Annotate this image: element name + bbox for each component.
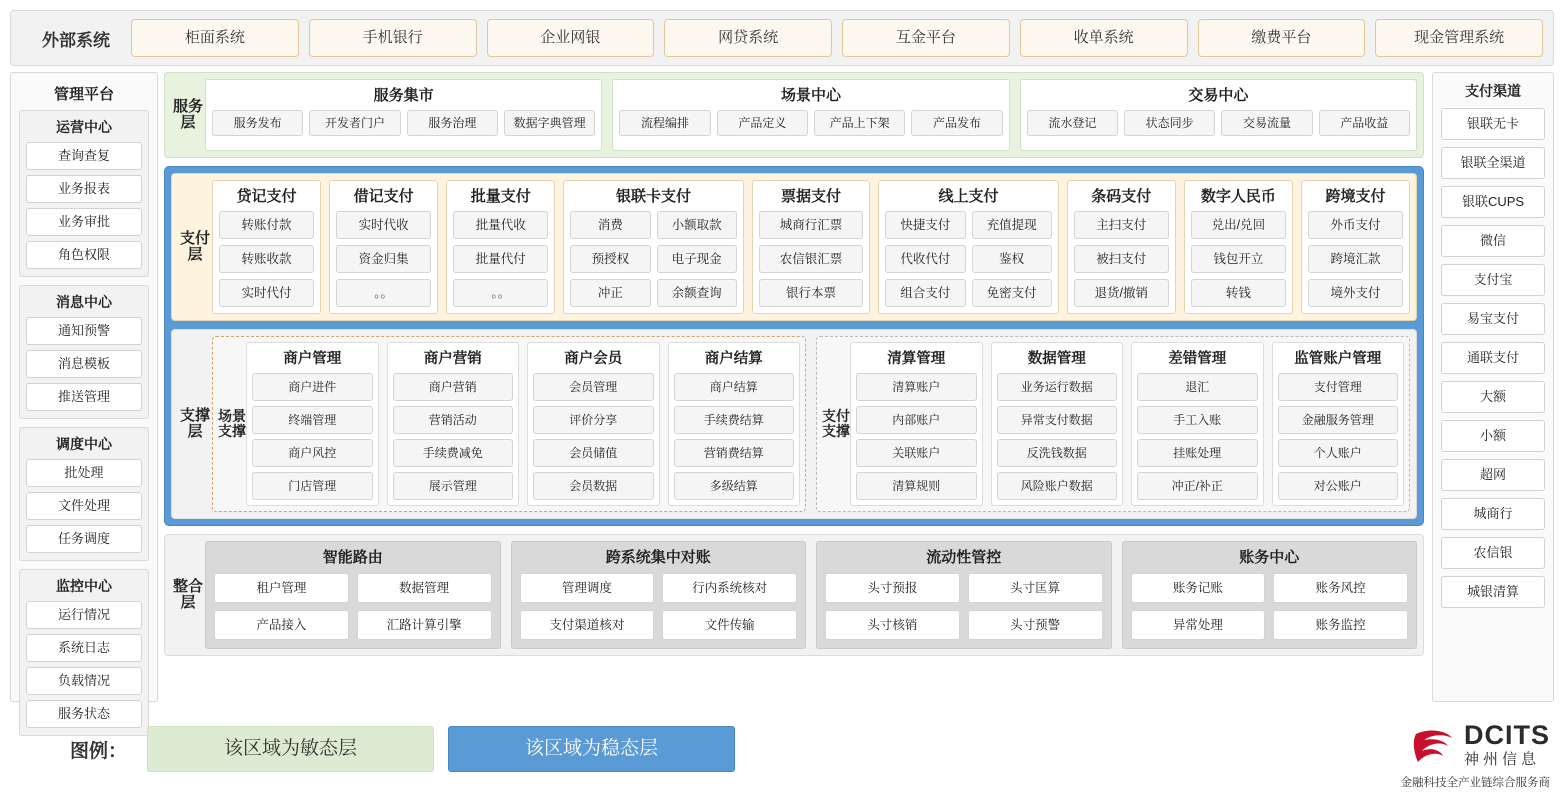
batch-payment-group bbox=[446, 180, 555, 314]
support-item[interactable]: 清算规则 bbox=[856, 472, 977, 500]
service-market-group bbox=[205, 79, 602, 151]
support-item[interactable]: 会员储值 bbox=[533, 439, 654, 467]
payment-item[interactable]: 充值提现 bbox=[972, 211, 1052, 239]
group-title: 场景中心 bbox=[780, 87, 841, 104]
payment-item[interactable]: 电子现金 bbox=[657, 245, 737, 273]
service-item[interactable]: 数据字典管理 bbox=[504, 110, 595, 136]
sidebar-item[interactable]: 任务调度 bbox=[26, 525, 142, 553]
service-item[interactable]: 产品定义 bbox=[717, 110, 808, 136]
management-platform-sidebar bbox=[10, 72, 158, 721]
merchant-settlement-group bbox=[668, 342, 801, 506]
legend-label: 图例： bbox=[70, 740, 128, 762]
group-title: 借记支付 bbox=[353, 188, 414, 205]
error-management-group bbox=[1131, 342, 1264, 506]
sidebar-group-operations bbox=[19, 110, 149, 277]
payment-item[interactable]: 银行本票 bbox=[759, 279, 864, 307]
payment-item[interactable]: 境外支付 bbox=[1308, 279, 1403, 307]
group-title: 差错管理 bbox=[1168, 351, 1227, 367]
payment-item[interactable]: 退货/撤销 bbox=[1074, 279, 1169, 307]
payment-item[interactable]: 钱包开立 bbox=[1191, 245, 1286, 273]
integration-layer-tag: 整合层 bbox=[172, 577, 203, 611]
integration-item[interactable]: 头寸匡算 bbox=[968, 573, 1103, 603]
payment-item[interactable]: 免密支付 bbox=[972, 279, 1052, 307]
integration-item[interactable]: 头寸预警 bbox=[968, 610, 1103, 640]
group-title: 商户管理 bbox=[283, 351, 342, 367]
rail-item[interactable]: 大额 bbox=[1441, 381, 1545, 413]
group-title: 商户会员 bbox=[564, 351, 623, 367]
service-item[interactable]: 流水登记 bbox=[1027, 110, 1118, 136]
support-item[interactable]: 支付管理 bbox=[1278, 373, 1399, 401]
group-title: 数据管理 bbox=[1027, 351, 1086, 367]
support-layer bbox=[171, 329, 1417, 519]
integration-item[interactable]: 产品接入 bbox=[214, 610, 349, 640]
rail-item[interactable]: 银联无卡 bbox=[1441, 108, 1545, 140]
sidebar-item[interactable]: 消息模板 bbox=[26, 350, 142, 378]
group-title: 账务中心 bbox=[1239, 549, 1300, 566]
scenario-support-tag: 场景支撑 bbox=[218, 407, 246, 439]
payment-item[interactable]: 资金归集 bbox=[336, 245, 431, 273]
group-title: 跨系统集中对账 bbox=[605, 549, 711, 566]
sidebar-item[interactable]: 角色权限 bbox=[26, 241, 142, 269]
group-title: 清算管理 bbox=[887, 351, 946, 367]
stable-zone bbox=[164, 166, 1424, 526]
external-systems-title: 外部系统 bbox=[42, 30, 110, 50]
integration-item[interactable]: 租户管理 bbox=[214, 573, 349, 603]
sidebar-title: 管理平台 bbox=[53, 86, 114, 103]
regulatory-account-group bbox=[1272, 342, 1405, 506]
external-systems-bar bbox=[10, 10, 1554, 66]
payment-item[interactable]: 兑出/兑回 bbox=[1191, 211, 1286, 239]
payment-channel-rail bbox=[1432, 72, 1554, 702]
payment-support-tag: 支付支撑 bbox=[822, 407, 850, 439]
merchant-member-group bbox=[527, 342, 660, 506]
payment-item[interactable]: 。。 bbox=[453, 279, 548, 307]
barcode-payment-group bbox=[1067, 180, 1176, 314]
rail-item[interactable]: 超网 bbox=[1441, 459, 1545, 491]
rail-item[interactable]: 易宝支付 bbox=[1441, 303, 1545, 335]
support-item[interactable]: 商户结算 bbox=[674, 373, 795, 401]
group-title: 批量支付 bbox=[470, 188, 531, 205]
service-layer-tag: 服务层 bbox=[172, 97, 203, 131]
transaction-center-group bbox=[1020, 79, 1417, 151]
support-item[interactable]: 手工入账 bbox=[1137, 406, 1258, 434]
payment-item[interactable]: 农信银汇票 bbox=[759, 245, 864, 273]
group-title: 银联卡支付 bbox=[615, 188, 691, 205]
integration-layer bbox=[164, 534, 1424, 656]
group-title: 商户结算 bbox=[704, 351, 763, 367]
payment-item[interactable]: 实时代收 bbox=[336, 211, 431, 239]
support-item[interactable]: 多级结算 bbox=[674, 472, 795, 500]
sidebar-item[interactable]: 业务报表 bbox=[26, 175, 142, 203]
group-title: 商户营销 bbox=[423, 351, 482, 367]
support-item[interactable]: 商户风控 bbox=[252, 439, 373, 467]
support-item[interactable]: 反洗钱数据 bbox=[997, 439, 1118, 467]
support-item[interactable]: 会员数据 bbox=[533, 472, 654, 500]
bill-payment-group bbox=[752, 180, 871, 314]
external-system-item[interactable]: 手机银行 bbox=[309, 19, 477, 57]
integration-item[interactable]: 头寸核销 bbox=[825, 610, 960, 640]
support-item[interactable]: 业务运行数据 bbox=[997, 373, 1118, 401]
group-title: 线上支付 bbox=[938, 188, 999, 205]
sidebar-group-monitoring bbox=[19, 569, 149, 736]
merchant-marketing-group bbox=[387, 342, 520, 506]
payment-item[interactable]: 冲正 bbox=[570, 279, 650, 307]
integration-item[interactable]: 行内系统核对 bbox=[662, 573, 797, 603]
group-title: 贷记支付 bbox=[236, 188, 297, 205]
sidebar-group-scheduling bbox=[19, 427, 149, 561]
payment-item[interactable]: 组合支付 bbox=[885, 279, 965, 307]
rail-item[interactable]: 银联CUPS bbox=[1441, 186, 1545, 218]
sidebar-item[interactable]: 推送管理 bbox=[26, 383, 142, 411]
liquidity-management-group bbox=[816, 541, 1112, 649]
support-item[interactable]: 门店管理 bbox=[252, 472, 373, 500]
payment-item[interactable]: 代收代付 bbox=[885, 245, 965, 273]
support-item[interactable]: 营销活动 bbox=[393, 406, 514, 434]
accounting-center-group bbox=[1122, 541, 1418, 649]
sidebar-item[interactable]: 批处理 bbox=[26, 459, 142, 487]
rail-title: 支付渠道 bbox=[1465, 83, 1521, 99]
payment-item[interactable]: 。。 bbox=[336, 279, 431, 307]
debit-payment-group bbox=[329, 180, 438, 314]
rail-item[interactable]: 城银清算 bbox=[1441, 576, 1545, 608]
sidebar-group-title: 调度中心 bbox=[56, 436, 112, 452]
sidebar-item[interactable]: 服务状态 bbox=[26, 700, 142, 728]
payment-item[interactable]: 主扫支付 bbox=[1074, 211, 1169, 239]
support-item[interactable]: 商户进件 bbox=[252, 373, 373, 401]
support-item[interactable]: 内部账户 bbox=[856, 406, 977, 434]
external-system-item[interactable]: 收单系统 bbox=[1020, 19, 1188, 57]
logo-tagline: 金融科技全产业链综合服务商 bbox=[1400, 777, 1550, 789]
integration-item[interactable]: 头寸预报 bbox=[825, 573, 960, 603]
integration-item[interactable]: 支付渠道核对 bbox=[520, 610, 655, 640]
service-item[interactable]: 服务发布 bbox=[212, 110, 303, 136]
payment-item[interactable]: 转账收款 bbox=[219, 245, 314, 273]
dcits-logo-icon bbox=[1412, 726, 1456, 766]
support-item[interactable]: 清算账户 bbox=[856, 373, 977, 401]
payment-item[interactable]: 跨境汇款 bbox=[1308, 245, 1403, 273]
payment-item[interactable]: 转钱 bbox=[1191, 279, 1286, 307]
support-item[interactable]: 金融服务管理 bbox=[1278, 406, 1399, 434]
payment-item[interactable]: 余额查询 bbox=[657, 279, 737, 307]
support-item[interactable]: 手续费减免 bbox=[393, 439, 514, 467]
payment-item[interactable]: 城商行汇票 bbox=[759, 211, 864, 239]
scenario-center-group bbox=[612, 79, 1009, 151]
group-title: 交易中心 bbox=[1188, 87, 1249, 104]
rail-item[interactable]: 银联全渠道 bbox=[1441, 147, 1545, 179]
external-systems-items bbox=[131, 19, 1543, 57]
service-item[interactable]: 服务治理 bbox=[407, 110, 498, 136]
support-item[interactable]: 冲正/补正 bbox=[1137, 472, 1258, 500]
sidebar-item[interactable]: 文件处理 bbox=[26, 492, 142, 520]
integration-item[interactable]: 数据管理 bbox=[357, 573, 492, 603]
sidebar-group-message bbox=[19, 285, 149, 419]
sidebar-item[interactable]: 运行情况 bbox=[26, 601, 142, 629]
service-item[interactable]: 产品收益 bbox=[1319, 110, 1410, 136]
sidebar-group-title: 监控中心 bbox=[56, 578, 112, 594]
rail-item[interactable]: 支付宝 bbox=[1441, 264, 1545, 296]
support-item[interactable]: 个人账户 bbox=[1278, 439, 1399, 467]
cross-system-reconciliation-group bbox=[511, 541, 807, 649]
service-item[interactable]: 产品上下架 bbox=[814, 110, 905, 136]
support-item[interactable]: 挂账处理 bbox=[1137, 439, 1258, 467]
external-system-item[interactable]: 柜面系统 bbox=[131, 19, 299, 57]
group-title: 票据支付 bbox=[781, 188, 842, 205]
rail-item[interactable]: 小额 bbox=[1441, 420, 1545, 452]
payment-item[interactable]: 批量代收 bbox=[453, 211, 548, 239]
service-item[interactable]: 开发者门户 bbox=[309, 110, 400, 136]
group-title: 服务集市 bbox=[373, 87, 434, 104]
unionpay-card-group bbox=[563, 180, 743, 314]
legend-stable: 该区域为稳态层 bbox=[448, 726, 735, 772]
payment-item[interactable]: 外币支付 bbox=[1308, 211, 1403, 239]
integration-item[interactable]: 账务记账 bbox=[1131, 573, 1266, 603]
support-item[interactable]: 手续费结算 bbox=[674, 406, 795, 434]
legend bbox=[70, 726, 735, 772]
clearing-management-group bbox=[850, 342, 983, 506]
external-system-item[interactable]: 互金平台 bbox=[842, 19, 1010, 57]
data-management-group bbox=[991, 342, 1124, 506]
external-system-item[interactable]: 企业网银 bbox=[487, 19, 655, 57]
payment-item[interactable]: 预授权 bbox=[570, 245, 650, 273]
rail-item[interactable]: 城商行 bbox=[1441, 498, 1545, 530]
support-item[interactable]: 终端管理 bbox=[252, 406, 373, 434]
support-item[interactable]: 关联账户 bbox=[856, 439, 977, 467]
external-system-item[interactable]: 缴费平台 bbox=[1198, 19, 1366, 57]
scenario-support-box bbox=[212, 336, 806, 512]
payment-item[interactable]: 批量代付 bbox=[453, 245, 548, 273]
payment-item[interactable]: 转账付款 bbox=[219, 211, 314, 239]
support-item[interactable]: 对公账户 bbox=[1278, 472, 1399, 500]
service-item[interactable]: 状态同步 bbox=[1124, 110, 1215, 136]
support-item[interactable]: 会员管理 bbox=[533, 373, 654, 401]
integration-item[interactable]: 管理调度 bbox=[520, 573, 655, 603]
support-item[interactable]: 商户营销 bbox=[393, 373, 514, 401]
logo-text-en: DCITS bbox=[1464, 720, 1550, 750]
support-item[interactable]: 评价分享 bbox=[533, 406, 654, 434]
company-logo bbox=[1320, 722, 1550, 790]
payment-item[interactable]: 实时代付 bbox=[219, 279, 314, 307]
external-system-item[interactable]: 现金管理系统 bbox=[1375, 19, 1543, 57]
payment-layer bbox=[171, 173, 1417, 321]
credit-payment-group bbox=[212, 180, 321, 314]
support-layer-tag: 支撑层 bbox=[179, 406, 210, 440]
sidebar-item[interactable]: 系统日志 bbox=[26, 634, 142, 662]
payment-layer-tag: 支付层 bbox=[179, 229, 210, 263]
support-item[interactable]: 异常支付数据 bbox=[997, 406, 1118, 434]
group-title: 智能路由 bbox=[322, 549, 383, 566]
group-title: 流动性管控 bbox=[926, 549, 1002, 566]
group-title: 条码支付 bbox=[1091, 188, 1152, 205]
cross-border-payment-group bbox=[1301, 180, 1410, 314]
layers-container bbox=[164, 72, 1424, 656]
legend-agile: 该区域为敏态层 bbox=[147, 726, 434, 772]
integration-item[interactable]: 账务监控 bbox=[1273, 610, 1408, 640]
payment-item[interactable]: 小额取款 bbox=[657, 211, 737, 239]
smart-routing-group bbox=[205, 541, 501, 649]
logo-text-cn: 神州信息 bbox=[1464, 751, 1541, 768]
rail-item[interactable]: 农信银 bbox=[1441, 537, 1545, 569]
support-item[interactable]: 营销费结算 bbox=[674, 439, 795, 467]
integration-item[interactable]: 账务风控 bbox=[1273, 573, 1408, 603]
group-title: 监管账户管理 bbox=[1294, 351, 1382, 367]
sidebar-item[interactable]: 业务审批 bbox=[26, 208, 142, 236]
support-item[interactable]: 展示管理 bbox=[393, 472, 514, 500]
rail-item[interactable]: 微信 bbox=[1441, 225, 1545, 257]
payment-item[interactable]: 消费 bbox=[570, 211, 650, 239]
integration-item[interactable]: 汇路计算引擎 bbox=[357, 610, 492, 640]
support-item[interactable]: 退汇 bbox=[1137, 373, 1258, 401]
service-layer bbox=[164, 72, 1424, 158]
payment-support-box bbox=[816, 336, 1410, 512]
rail-item[interactable]: 通联支付 bbox=[1441, 342, 1545, 374]
service-item[interactable]: 流程编排 bbox=[619, 110, 710, 136]
digital-rmb-group bbox=[1184, 180, 1293, 314]
payment-item[interactable]: 鉴权 bbox=[972, 245, 1052, 273]
integration-item[interactable]: 异常处理 bbox=[1131, 610, 1266, 640]
payment-item[interactable]: 快捷支付 bbox=[885, 211, 965, 239]
sidebar-item[interactable]: 负载情况 bbox=[26, 667, 142, 695]
group-title: 数字人民币 bbox=[1200, 188, 1276, 205]
payment-item[interactable]: 被扫支付 bbox=[1074, 245, 1169, 273]
external-system-item[interactable]: 网贷系统 bbox=[664, 19, 832, 57]
integration-item[interactable]: 文件传输 bbox=[662, 610, 797, 640]
sidebar-item[interactable]: 查询查复 bbox=[26, 142, 142, 170]
service-item[interactable]: 交易流量 bbox=[1221, 110, 1312, 136]
sidebar-item[interactable]: 通知预警 bbox=[26, 317, 142, 345]
support-item[interactable]: 风险账户数据 bbox=[997, 472, 1118, 500]
service-item[interactable]: 产品发布 bbox=[911, 110, 1002, 136]
online-payment-group bbox=[878, 180, 1058, 314]
merchant-management-group bbox=[246, 342, 379, 506]
group-title: 跨境支付 bbox=[1325, 188, 1386, 205]
sidebar-group-title: 运营中心 bbox=[56, 119, 112, 135]
sidebar-group-title: 消息中心 bbox=[56, 294, 112, 310]
